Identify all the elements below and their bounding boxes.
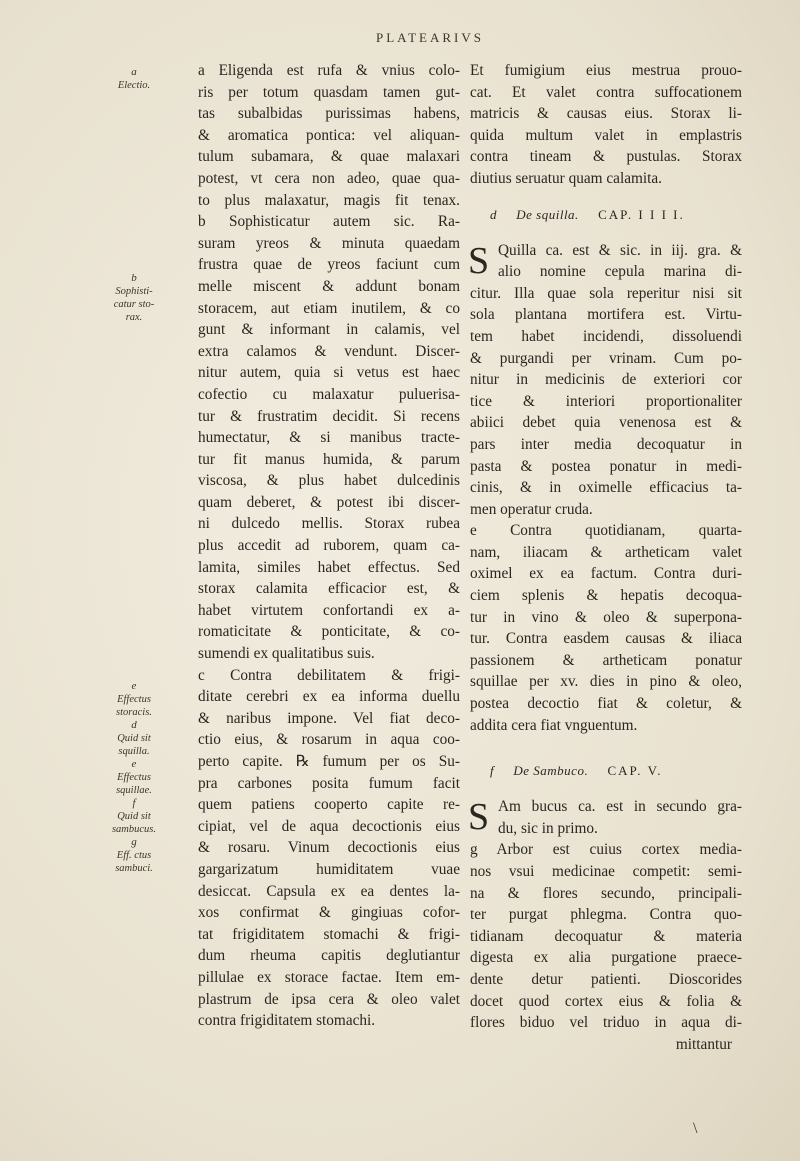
paragraph-fumigium xyxy=(470,60,742,190)
margin-note-line: Effectus xyxy=(117,772,151,783)
page-mark: \ xyxy=(693,1120,698,1137)
left-text-column xyxy=(198,60,460,1032)
text-line: ciem splenis & hepatis decoqua- xyxy=(470,587,742,605)
text-line: romaticitate & ponticitate, & co- xyxy=(198,623,460,641)
chapter-heading-squilla xyxy=(470,190,742,240)
text-line: pillulae ex storace factae. Item em- xyxy=(198,968,460,986)
text-line: lamita, similes habet effectus. Sed xyxy=(198,558,460,576)
text-line: tice & interiori proportionaliter xyxy=(470,392,742,410)
text-line: alio nomine cepula marina di- xyxy=(498,263,742,281)
margin-note-line: rax. xyxy=(125,312,143,323)
text-line: perto capite. ℞ fumum per os Su- xyxy=(198,753,460,770)
margin-note-line: sambucus. xyxy=(111,824,157,835)
text-line: gunt & informant in calamis, vel xyxy=(198,321,460,339)
running-header xyxy=(0,30,800,46)
margin-note-line: g xyxy=(131,836,137,848)
margin-note-line: Effectus xyxy=(117,694,151,705)
text-line: addita cera fiat vnguentum. xyxy=(470,716,638,734)
text-line: & aromatica pontica: vel aliquan- xyxy=(198,126,460,144)
text-line: ris per totum quasdam tamen gut- xyxy=(198,83,460,101)
text-line: du, sic in primo. xyxy=(498,819,598,837)
margin-note-line: a xyxy=(131,66,137,78)
text-line: diutius seruatur quam calamita. xyxy=(470,169,663,187)
text-line: na & flores secundo, principali- xyxy=(470,884,742,902)
text-line: Am bucus ca. est in secundo gra- xyxy=(498,798,742,816)
text-line: ctio eius, & rosarum in aqua coo- xyxy=(198,731,460,749)
text-line: nitur in medicinis de exteriori cor xyxy=(470,371,742,389)
text-line: passionem & artheticam ponatur xyxy=(470,651,742,669)
right-text-column xyxy=(470,60,742,1055)
text-line: tur. Contra easdem causas & iliaca xyxy=(470,630,742,648)
text-line: ter purgat phlegma. Contra quo- xyxy=(470,906,742,924)
text-line: flores biduo vel triduo in aqua di- xyxy=(470,1014,742,1032)
margin-note-line: catur sto- xyxy=(113,299,155,310)
margin-note-line: e xyxy=(131,758,137,770)
paragraph-sambucus xyxy=(470,796,742,1055)
margin-note-line: Quid sit xyxy=(117,811,151,822)
text-line: quida multum valet in emplastris xyxy=(470,126,742,144)
text-line: cofectio cu malaxatur puluerisa- xyxy=(198,385,460,403)
text-line: gargarizatum humiditatem vuae xyxy=(198,860,460,878)
text-line: desiccat. Capsula ex ea dentes la- xyxy=(198,882,460,900)
text-line: tat frigiditatem stomachi & frigi- xyxy=(198,925,460,943)
text-line: digesta ex alia purgatione praece- xyxy=(470,949,742,967)
text-line: tulum subamara, & quae malaxari xyxy=(198,148,460,166)
margin-note-line: storacis. xyxy=(116,707,152,718)
text-line: Et fumigium eius mestrua prouo- xyxy=(470,62,742,79)
margin-note-line: Electio. xyxy=(117,80,151,91)
text-line: tas subalbidas purissimas habens, xyxy=(198,105,460,123)
text-line: to plus malaxatur, magis fit tenax. xyxy=(198,191,460,209)
text-line: e Contra quotidianam, quarta- xyxy=(470,522,742,540)
chapter-number: CAP. I I I I. xyxy=(598,206,685,222)
chapter-number: CAP. V. xyxy=(607,763,663,779)
text-line: cinis, & in oximelle efficacius ta- xyxy=(470,479,742,497)
text-line: storax calamita efficacior est, & xyxy=(198,580,460,598)
text-line: xos confirmat & gingiuas cofor- xyxy=(198,904,460,922)
text-line: nam, iliacam & artheticam valet xyxy=(470,543,742,561)
text-line: tidianam decoquatur & materia xyxy=(470,927,742,945)
text-line: & rosaru. Vinum decoctionis eius xyxy=(198,839,460,857)
text-line: ni dulcedo mellis. Storax rubea xyxy=(198,515,460,533)
text-line: mittantur xyxy=(675,1035,732,1053)
text-line: tur fit manus humida, & parum xyxy=(198,450,460,468)
margin-note-b xyxy=(102,272,166,324)
text-line: tem habet incidendi, dissoluendi xyxy=(470,327,742,345)
text-line: plastrum de ipsa cera & oleo valet xyxy=(198,990,460,1008)
margin-note-line: Quid sit xyxy=(117,733,151,744)
text-line: humectatur, & si manibus tracte- xyxy=(198,429,460,447)
text-line: c Contra debilitatem & frigi- xyxy=(198,666,460,684)
text-line: postea decoctio fiat & coletur, & xyxy=(470,695,742,713)
text-line: tur in vino & oleo & superpona- xyxy=(470,608,742,626)
text-line: storacem, aut etiam inutilem, & co xyxy=(198,299,460,317)
text-line: melle miscent & addunt bonam xyxy=(198,277,460,295)
text-line: cipiat, vel de aqua decoctionis eius xyxy=(198,817,460,835)
chapter-letter: f xyxy=(490,763,495,779)
text-line: sumendi ex qualitatibus suis. xyxy=(198,645,375,663)
text-line: Quilla ca. est & sic. in iij. gra. & xyxy=(498,241,742,259)
text-line: tur & frustratim decidit. Si recens xyxy=(198,407,460,425)
margin-note-line: d xyxy=(131,719,137,731)
chapter-heading-sambucus xyxy=(470,746,742,796)
text-line: g Arbor est cuius cortex media- xyxy=(470,841,742,859)
text-line: potest, vt cera non adeo, quae qua- xyxy=(198,169,460,187)
text-line: habet virtutem confortandi ex a- xyxy=(198,601,460,619)
text-line: nos vsui medicinae competit: semi- xyxy=(470,863,742,880)
text-line: ditate cerebri ex ea informa duellu xyxy=(198,688,460,706)
margin-note-line: squilla. xyxy=(118,746,150,757)
text-line: dente detur patienti. Dioscorides xyxy=(470,970,742,988)
text-line: b Sophisticatur autem sic. Ra- xyxy=(198,213,460,231)
text-line: matricis & causas eius. Storax li- xyxy=(470,105,742,123)
drop-cap: S xyxy=(468,239,490,282)
text-line: citur. Illa quae sola reperitur nisi sit xyxy=(470,284,742,302)
text-line: suram yreos & minuta quaedam xyxy=(198,234,460,252)
text-line: men operatur cruda. xyxy=(470,500,593,518)
text-line: nitur autem, quia si vetus est haec xyxy=(198,364,460,382)
text-line: & naribus impone. Vel fiat deco- xyxy=(198,709,460,727)
text-line: frustra quae de yreos faciunt cum xyxy=(198,256,460,274)
text-line: viscosa, & plus habet dulcedinis xyxy=(198,472,460,490)
text-line: abiici debet quia venenosa est & xyxy=(470,414,742,432)
text-line: sola plantana mortifera est. Virtu- xyxy=(470,306,742,324)
margin-note-e xyxy=(102,680,166,875)
paragraph-squilla xyxy=(470,240,742,737)
text-line: pasta & postea ponatur in medi- xyxy=(470,457,742,475)
text-line: squillae per xv. dies in pino & oleo, xyxy=(470,673,742,691)
text-line: dum rheuma capitis deglutiantur xyxy=(198,947,460,965)
margin-note-line: f xyxy=(132,797,136,809)
text-line: & purgandi per vrinam. Cum po- xyxy=(470,349,742,367)
margin-note-line: Eff. ctus xyxy=(116,850,152,861)
text-line: plus accedit ad ruborem, quam ca- xyxy=(198,537,460,555)
text-line: oximel ex ea factum. Contra duri- xyxy=(470,565,742,583)
margin-note-line: squillae. xyxy=(116,785,152,796)
chapter-title: De Sambuco. xyxy=(513,763,589,779)
text-line: quam deberet, & potest ibi discer- xyxy=(198,493,460,511)
chapter-letter: d xyxy=(490,206,497,222)
drop-cap: S xyxy=(468,796,490,839)
margin-note-line: b xyxy=(131,272,137,284)
text-line: a Eligenda est rufa & vnius colo- xyxy=(198,62,460,79)
running-title: PLATEARIVS xyxy=(375,30,484,45)
text-line: extra calamos & vendunt. Discer- xyxy=(198,342,460,360)
text-line: contra frigiditatem stomachi. xyxy=(198,1012,376,1030)
margin-note-a xyxy=(102,66,166,92)
margin-note-line: Sophisti- xyxy=(115,286,153,297)
chapter-title: De squilla. xyxy=(516,206,579,222)
margin-note-line: sambuci. xyxy=(115,863,153,874)
text-line: docet quod cortex eius & folia & xyxy=(470,992,742,1010)
text-line: contra tineam & pustulas. Storax xyxy=(470,148,742,166)
text-line: pra carbones posita fumum facit xyxy=(198,774,460,792)
text-line: quem patiens cooperto capite re- xyxy=(198,796,460,814)
margin-note-line: e xyxy=(131,680,137,692)
text-line: cat. Et valet contra suffocationem xyxy=(470,83,742,101)
text-line: pars inter media decoquatur in xyxy=(470,435,742,453)
